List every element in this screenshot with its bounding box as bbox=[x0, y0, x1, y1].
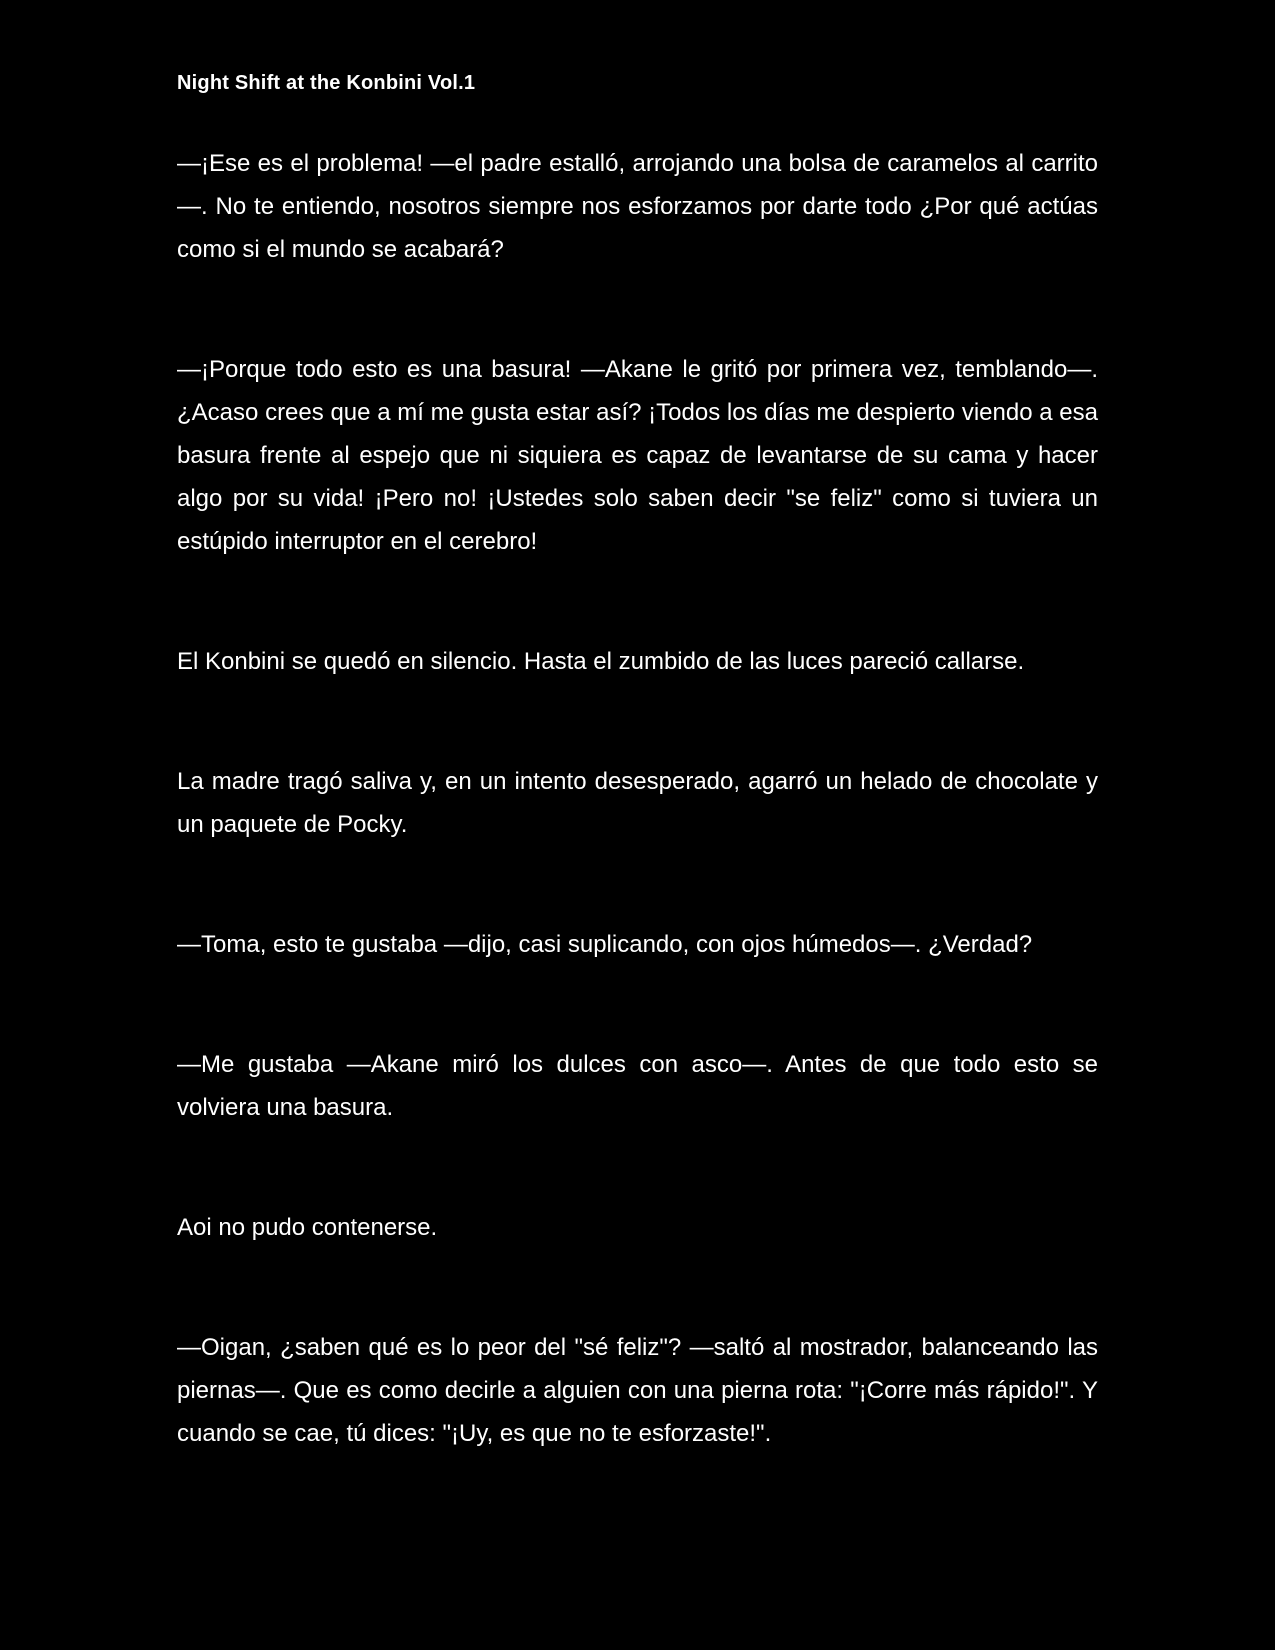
paragraph-gap bbox=[177, 271, 1098, 348]
paragraph-7: Aoi no pudo contenerse. bbox=[177, 1214, 438, 1241]
paragraph-gap bbox=[177, 1129, 1098, 1206]
paragraph-gap bbox=[177, 563, 1098, 640]
paragraph-gap bbox=[177, 683, 1098, 760]
paragraph-5: —Toma, esto te gustaba —dijo, casi suplicando, con ojos húmedos—. ¿Verdad? bbox=[177, 931, 1033, 958]
paragraph-gap bbox=[177, 966, 1098, 1043]
paragraph-4: La madre tragó saliva y, en un intento desesperado, agarró un helado de chocolate y un paquete de Pocky. bbox=[177, 768, 1098, 838]
paragraph-2: —¡Porque todo esto es una basura! —Akane le gritó por primera vez, temblando—. ¿Acaso crees que a mí me gusta estar así? ¡Todos los días me despierto viendo a esa basura frente al espejo que ni siquiera es capaz de levantarse de su cama y hacer algo por su vida! ¡Pero no! ¡Ustedes solo saben decir "se feliz" como si tuviera un estúpido interruptor en el cerebro! bbox=[177, 356, 1098, 555]
paragraph-8: —Oigan, ¿saben qué es lo peor del "sé feliz"? —saltó al mostrador, balanceando las piernas—. Que es como decirle a alguien con una pierna rota: "¡Corre más rápido!". Y cuando se cae, tú dices: "¡Uy, es que no te esforzaste!". bbox=[177, 1334, 1098, 1447]
paragraph-1: —¡Ese es el problema! —el padre estalló, arrojando una bolsa de caramelos al carrito—. No te entiendo, nosotros siempre nos esforzamos por darte todo ¿Por qué actúas como si el mundo se acabará? bbox=[177, 150, 1098, 263]
paragraph-6: —Me gustaba —Akane miró los dulces con asco—. Antes de que todo esto se volviera una basura. bbox=[177, 1051, 1098, 1121]
paragraph-gap bbox=[177, 1249, 1098, 1326]
body-text bbox=[177, 142, 1098, 1455]
paragraph-gap bbox=[177, 846, 1098, 923]
paragraph-3: El Konbini se quedó en silencio. Hasta el zumbido de las luces pareció callarse. bbox=[177, 648, 1025, 675]
running-header: Night Shift at the Konbini Vol.1 bbox=[177, 72, 476, 94]
